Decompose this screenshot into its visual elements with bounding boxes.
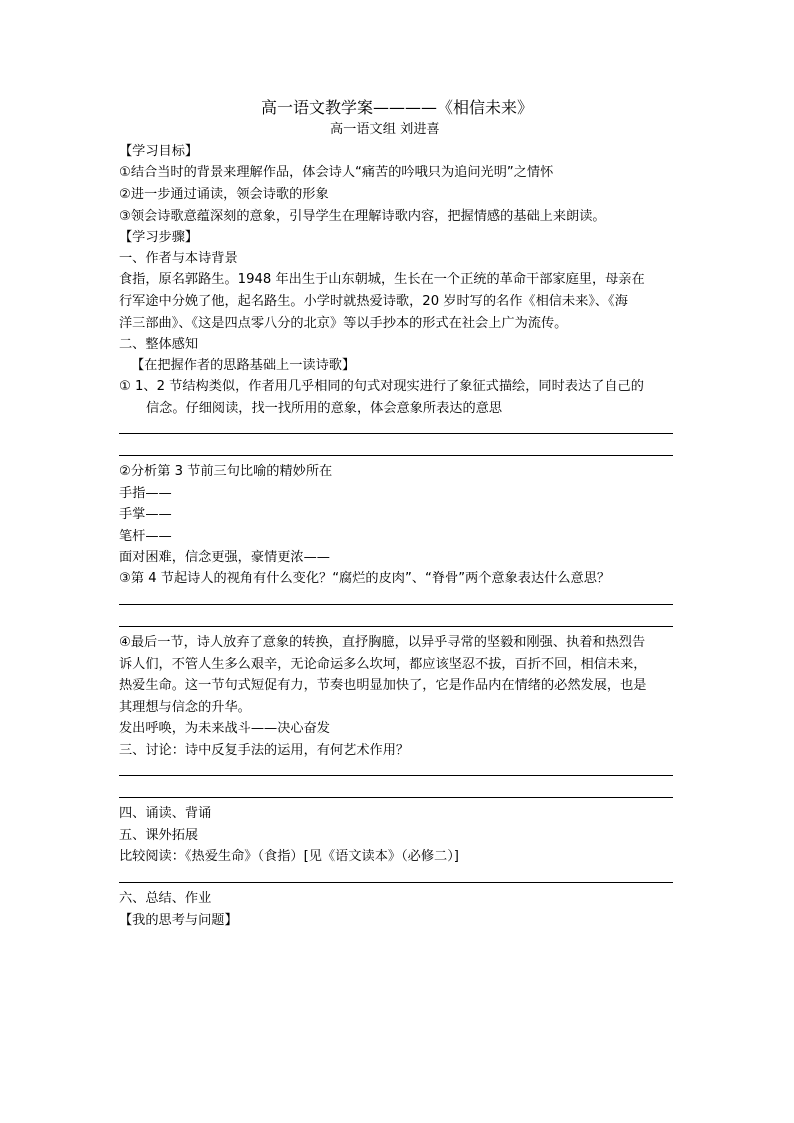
metaphor-item: 手掌—— xyxy=(119,507,172,522)
question-line: ③第 4 节起诗人的视角有什么变化？“腐烂的皮肉”、“脊骨”两个意象表达什么意思？ xyxy=(119,571,611,586)
objective-item: ①结合当时的背景来理解作品，体会诗人“痛苦的吟哦只为追问光明”之情怀 xyxy=(119,165,554,180)
objectives-heading: 【学习目标】 xyxy=(119,144,199,159)
reflection-heading: 【我的思考与问题】 xyxy=(119,913,238,928)
answer-line xyxy=(119,604,673,605)
objective-item: ③领会诗歌意蕴深刻的意象，引导学生在理解诗歌内容，把握情感的基础上来朗读。 xyxy=(119,209,606,224)
question-line: ④最后一节，诗人放弃了意象的转换，直抒胸臆，以异乎寻常的坚毅和刚强、执着和热烈告 xyxy=(119,635,646,650)
question-line: 诉人们，不管人生多么艰辛，无论命运多么坎坷，都应该坚忍不拔，百折不回，相信未来， xyxy=(119,657,647,672)
objective-item: ②进一步通过诵读，领会诗歌的形象 xyxy=(119,187,329,202)
steps-heading: 【学习步骤】 xyxy=(119,230,199,245)
answer-line xyxy=(119,455,673,456)
byline: 高一语文组 刘进喜 xyxy=(330,122,440,137)
summary-line: 面对困难，信念更强，豪情更浓—— xyxy=(119,550,330,565)
answer-line xyxy=(119,626,673,627)
paragraph-line: 行军途中分娩了他，起名路生。小学时就热爱诗歌，20 岁时写的名作《相信未来》、《海 xyxy=(119,294,628,309)
paragraph-line: 洋三部曲》、《这是四点零八分的北京》等以手抄本的形式在社会上广为流传。 xyxy=(119,316,568,331)
paragraph-line: 食指，原名郭路生。1948 年出生于山东朝城，生长在一个正统的革命干部家庭里，母亲在 xyxy=(119,272,645,287)
answer-line xyxy=(119,433,673,434)
answer-line xyxy=(119,882,673,883)
section-heading: 一、作者与本诗背景 xyxy=(119,251,238,266)
answer-line xyxy=(119,775,673,776)
question-line: 热爱生命。这一节句式短促有力，节奏也明显加快了，它是作品内在情绪的必然发展，也是 xyxy=(119,678,647,693)
metaphor-item: 手指—— xyxy=(119,486,172,501)
section-heading: 二、整体感知 xyxy=(119,337,199,352)
answer-line xyxy=(119,797,673,798)
section-heading: 六、总结、作业 xyxy=(119,891,212,906)
reading-line: 比较阅读：《热爱生命》（食指）[见《语文读本》（必修二）] xyxy=(119,849,459,864)
subheading: 【在把握作者的思路基础上一读诗歌】 xyxy=(131,358,356,373)
page-title: 高一语文教学案————《相信未来》 xyxy=(260,98,533,117)
question-line: 信念。仔细阅读，找一找所用的意象，体会意象所表达的意思 xyxy=(146,401,503,416)
question-line: ②分析第 3 节前三句比喻的精妙所在 xyxy=(119,464,333,479)
call-line: 发出呼唤，为未来战斗——决心奋发 xyxy=(119,721,330,736)
question-line: ① 1、2 节结构类似，作者用几乎相同的句式对现实进行了象征式描绘，同时表达了自己的 xyxy=(119,379,644,394)
section-heading: 三、讨论：诗中反复手法的运用，有何艺术作用？ xyxy=(119,743,410,758)
metaphor-item: 笔杆—— xyxy=(119,529,172,544)
section-heading: 五、课外拓展 xyxy=(119,828,199,843)
question-line: 其理想与信念的升华。 xyxy=(119,700,251,715)
section-heading: 四、诵读、背诵 xyxy=(119,806,212,821)
